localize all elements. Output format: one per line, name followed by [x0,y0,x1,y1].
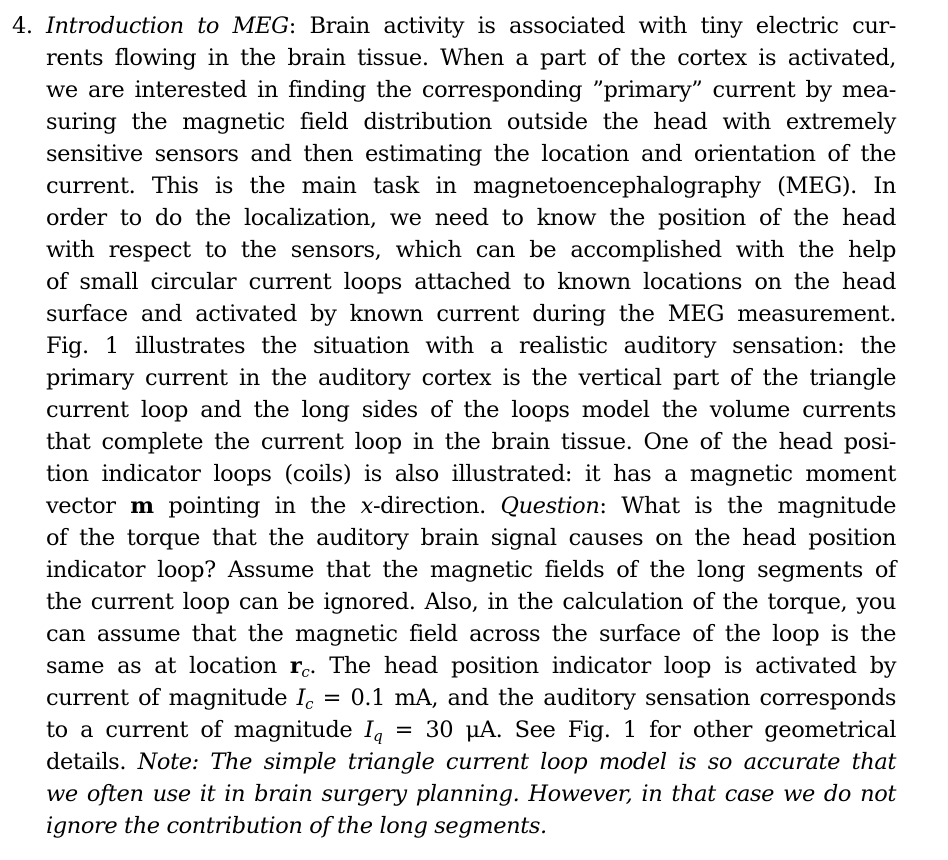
note-text: we often use it in brain surgery planning. However, in that case we do not [46,781,896,807]
text-run: details. [46,749,138,775]
text-line [46,202,896,234]
text-line [46,650,896,682]
text-line [46,298,896,330]
problem-text [46,10,896,842]
text-line [46,490,896,522]
note-text: Note: The simple triangle current loop model is so accurate that [137,749,896,775]
text-run: of small circular current loops attached to known locations on the head [46,269,896,295]
math-I: I [364,717,374,743]
text-line [46,74,896,106]
text-line [46,778,896,810]
text-run: : Brain activity is associated with tiny electric cur- [288,13,896,39]
text-run: = 0.1 mA, and the auditory sensation corresponds [313,685,896,711]
text-run: rents flowing in the brain tissue. When a part of the cortex is activated, [46,45,896,71]
text-run: . The head position indicator loop is activated by [309,653,897,679]
text-run: = 30 μA. See Fig. 1 for other geometrical [382,717,897,743]
text-run: same as at location [46,653,290,679]
text-run: we are interested in finding the corresponding ”primary” current by mea- [46,77,896,103]
text-run: pointing in the [153,493,361,519]
math-I: I [296,685,306,711]
text-line [46,170,896,202]
text-line [46,746,896,778]
text-run: of the torque that the auditory brain signal causes on the head position [46,525,896,551]
text-run: vector [46,493,131,519]
note-text: ignore the contribution of the long segments. [46,813,547,839]
problem-number: 4. [12,13,33,39]
text-line [46,234,896,266]
text-line [46,10,896,42]
text-run: tion indicator loops (coils) is also illustrated: it has a magnetic moment [46,461,896,487]
subscript-q: q [373,727,383,745]
text-run: with respect to the sensors, which can be accomplished with the help [46,237,896,263]
text-run: suring the magnetic field distribution outside the head with extremely [46,109,896,135]
text-line [46,714,896,746]
text-run: indicator loop? Assume that the magnetic fields of the long segments of [46,557,896,583]
text-run: the current loop can be ignored. Also, in the calculation of the torque, you [46,589,896,615]
text-line [46,42,896,74]
text-line [46,554,896,586]
text-run: current loop and the long sides of the loops model the volume currents [46,397,896,423]
vector-m: m [130,493,154,519]
text-line [46,810,896,842]
text-line [46,330,896,362]
math-x: x [360,493,373,519]
text-run: current of magnitude [46,685,297,711]
text-run: Fig. 1 illustrates the situation with a realistic auditory sensation: the [46,333,896,359]
text-line [46,106,896,138]
text-run: -direction. [372,493,501,519]
text-run: surface and activated by known current during the MEG measurement. [46,301,896,327]
text-run: can assume that the magnetic field across the surface of the loop is the [46,621,896,647]
question-label: Question [500,493,600,519]
vector-r: r [289,653,302,679]
subscript-c: c [305,695,314,713]
text-line [46,362,896,394]
text-run: primary current in the auditory cortex is the vertical part of the triangle [46,365,896,391]
text-line [46,618,896,650]
text-line [46,586,896,618]
subscript-c: c [301,663,310,681]
text-run: sensitive sensors and then estimating the location and orientation of the [46,141,896,167]
text-run: that complete the current loop in the brain tissue. One of the head posi- [46,429,896,455]
text-line [46,682,896,714]
text-line [46,458,896,490]
text-line [46,426,896,458]
text-line [46,522,896,554]
text-run: order to do the localization, we need to know the position of the head [46,205,896,231]
text-run: : What is the magnitude [599,493,896,519]
text-run: current. This is the main task in magnetoencephalography (MEG). In [46,173,896,199]
text-line [46,266,896,298]
text-line [46,138,896,170]
topic-title: Introduction to MEG [46,13,289,39]
text-run: to a current of magnitude [46,717,365,743]
text-line [46,394,896,426]
